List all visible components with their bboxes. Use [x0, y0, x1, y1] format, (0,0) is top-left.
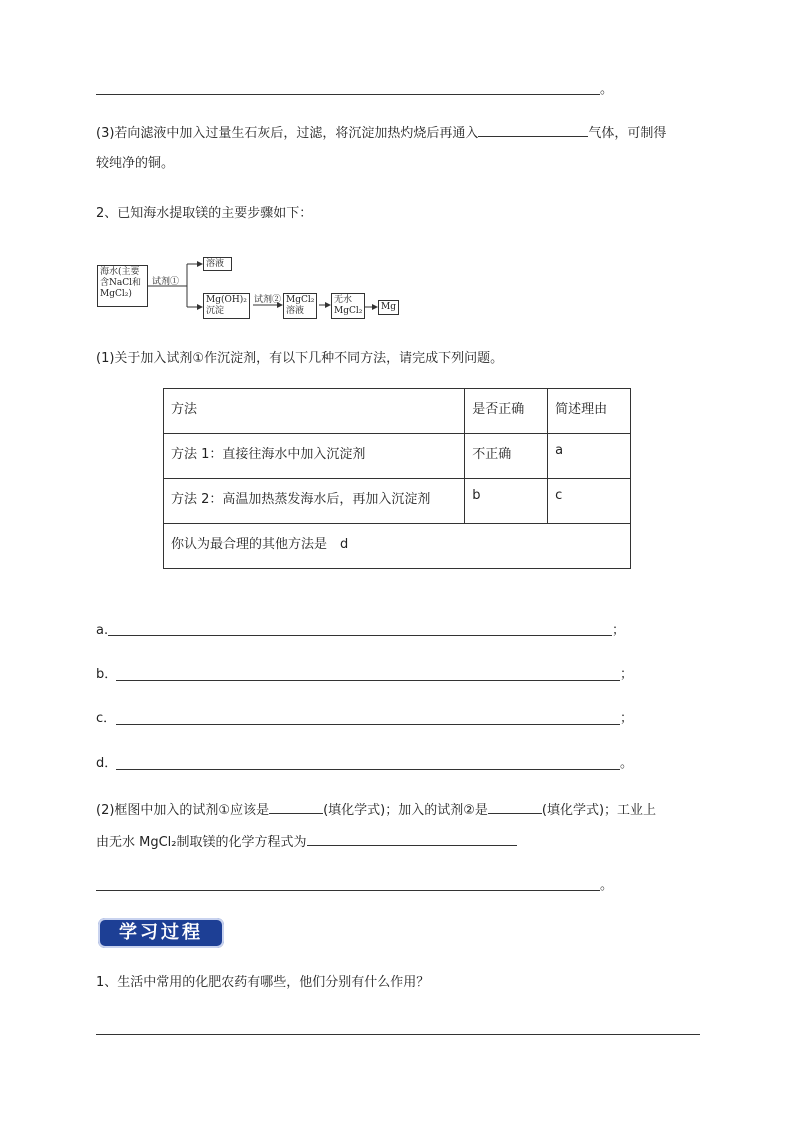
flow-reagent2-label: 试剂② [254, 295, 282, 305]
table-header-reason: 简述理由 [548, 389, 631, 434]
table-cell-method2-correct[interactable]: b [465, 479, 548, 524]
reagent1-blank[interactable] [269, 799, 323, 814]
table-header-row [164, 389, 631, 434]
sub2-part3: (填化学式)；工业上 [541, 803, 657, 818]
flow-precip-box [203, 293, 250, 319]
flow-mgcl2-line1: MgCl₂ [286, 295, 315, 305]
answer-line-b[interactable] [116, 680, 620, 681]
table-cell-method1-reason[interactable]: a [548, 434, 631, 479]
flow-seawater-line1: 海水(主要 [100, 267, 140, 277]
flow-mgcl2-solution-box [283, 293, 317, 319]
sub2-line1 [96, 799, 656, 821]
answer-end-a: ； [612, 623, 626, 638]
flow-anhydrous-line2: MgCl₂ [334, 306, 363, 316]
answer-line-a[interactable] [108, 635, 612, 636]
table-cell-method1-correct: 不正确 [465, 434, 548, 479]
sub2-end-mark: 。 [600, 878, 614, 893]
flow-precip-line1: Mg(OH)₂ [206, 295, 247, 305]
table-header-method: 方法 [164, 389, 465, 434]
flow-anhydrous-box [331, 293, 365, 319]
sub2-line2 [96, 831, 517, 853]
answer-line-c[interactable] [116, 724, 620, 725]
learn-q1: 1、生活中常用的化肥农药有哪些，他们分别有什么作用？ [96, 975, 430, 990]
q3-line2: 较纯净的铜。 [96, 156, 175, 171]
learn-answer-line[interactable] [96, 1034, 700, 1035]
answer-end-b: ； [620, 667, 634, 682]
sub1-intro: (1)关于加入试剂①作沉淀剂，有以下几种不同方法，请完成下列问题。 [96, 351, 504, 366]
table-row [164, 479, 631, 524]
table-cell-method2-reason[interactable]: c [548, 479, 631, 524]
table-row [164, 434, 631, 479]
sub2-part1: (2)框图中加入的试剂①应该是 [96, 803, 270, 818]
section-badge: 学习过程 [98, 918, 224, 948]
table-footer-row [164, 524, 631, 569]
answer-label-c: c． [96, 711, 117, 726]
sub2-line2-text: 由无水 MgCl₂制取镁的化学方程式为 [96, 835, 307, 850]
table-footer-other-method[interactable]: 你认为最合理的其他方法是 d [164, 524, 631, 569]
sub2-part2: (填化学式)；加入的试剂②是 [323, 803, 488, 818]
equation-line-2[interactable] [96, 890, 600, 891]
flow-reagent1-label: 试剂① [152, 277, 180, 287]
q2-intro: 2、已知海水提取镁的主要步骤如下： [96, 206, 313, 221]
answer-label-d: d． [96, 756, 118, 771]
answer-end-c: ； [620, 711, 634, 726]
flow-seawater-line3: MgCl₂) [100, 289, 132, 299]
equation-blank[interactable] [307, 831, 517, 846]
methods-table [163, 388, 631, 569]
q3-text-before: (3)若向滤液中加入过量生石灰后，过滤，将沉淀加热灼烧后再通入 [96, 126, 479, 141]
answer-label-a: a. [96, 623, 109, 638]
end-mark: 。 [600, 82, 614, 97]
answer-label-b: b． [96, 667, 118, 682]
answer-end-d: 。 [620, 756, 634, 771]
q3-text-after: 气体，可制得 [588, 126, 667, 141]
flow-seawater-line2: 含NaCl和 [100, 278, 142, 288]
flow-precip-line2: 沉淀 [206, 306, 225, 316]
table-cell-method1: 方法 1：直接往海水中加入沉淀剂 [164, 434, 465, 479]
table-header-correct: 是否正确 [465, 389, 548, 434]
table-cell-method2: 方法 2：高温加热蒸发海水后，再加入沉淀剂 [164, 479, 465, 524]
flow-mg-box: Mg [378, 300, 399, 315]
flow-arrows [0, 0, 794, 340]
flow-solution-box: 溶液 [203, 257, 232, 271]
flow-anhydrous-line1: 无水 [334, 295, 353, 305]
flow-mgcl2-line2: 溶液 [286, 306, 305, 316]
answer-line-d[interactable] [116, 769, 620, 770]
reagent2-blank[interactable] [488, 799, 542, 814]
